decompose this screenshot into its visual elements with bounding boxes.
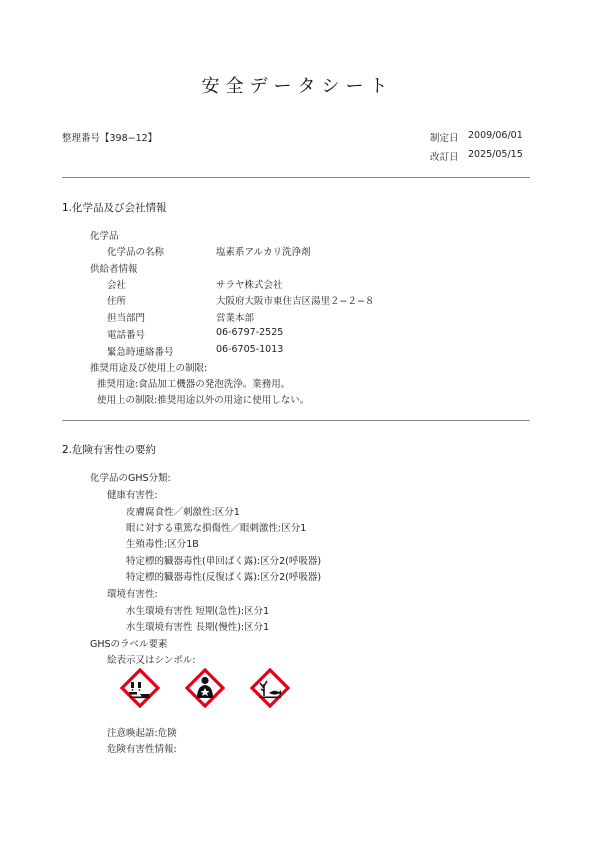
emergency-value: 06-6705-1013 bbox=[216, 344, 284, 355]
divider bbox=[62, 177, 530, 178]
product-name-label: 化学品の名称 bbox=[107, 247, 165, 258]
use-restriction: 使用上の制限:推奨用途以外の用途に使用しない。 bbox=[97, 395, 310, 406]
label-elements-header: GHSのラベル要素 bbox=[90, 639, 168, 650]
created-date: 2009/06/01 bbox=[468, 130, 523, 141]
section2-heading: 2.危険有害性の要約 bbox=[62, 444, 157, 456]
signal-word: 注意喚起語:危険 bbox=[107, 728, 177, 739]
environmental-hazard-item: 水生環境有害性 短期(急性):区分1 bbox=[126, 606, 270, 617]
corrosion-icon bbox=[120, 668, 160, 708]
use-header: 推奨用途及び使用上の制限: bbox=[90, 363, 208, 374]
hazard-info-header: 危険有害性情報: bbox=[107, 744, 177, 755]
created-label: 制定日 bbox=[430, 133, 459, 144]
document-title: 安全データシート bbox=[201, 76, 394, 97]
phone-label: 電話番号 bbox=[107, 330, 146, 341]
health-hazard-header: 健康有害性: bbox=[107, 490, 158, 501]
environmental-hazard-item: 水生環境有害性 長期(慢性):区分1 bbox=[126, 622, 270, 633]
health-hazard-item: 特定標的臓器毒性(単回ばく露):区分2(呼吸器) bbox=[126, 556, 322, 567]
department-value: 営業本部 bbox=[216, 313, 255, 324]
emergency-label: 緊急時連絡番号 bbox=[107, 347, 174, 358]
company-value: サラヤ株式会社 bbox=[216, 280, 283, 291]
supplier-header: 供給者情報 bbox=[90, 264, 138, 275]
health-hazard-item: 特定標的臓器毒性(反復ばく露):区分2(呼吸器) bbox=[126, 572, 322, 583]
ghs-classification-header: 化学品のGHS分類: bbox=[90, 473, 171, 484]
health-hazard-item: 生殖毒性:区分1B bbox=[126, 539, 199, 550]
health-hazard-icon bbox=[185, 668, 225, 708]
section1-heading: 1.化学品及び会社情報 bbox=[62, 202, 167, 214]
phone-value: 06-6797-2525 bbox=[216, 327, 284, 338]
environment-icon bbox=[250, 668, 290, 708]
address-label: 住所 bbox=[107, 296, 127, 307]
department-label: 担当部門 bbox=[107, 313, 146, 324]
health-hazard-item: 皮膚腐食性／刺激性:区分1 bbox=[126, 507, 240, 518]
divider bbox=[62, 420, 530, 421]
revised-date: 2025/05/15 bbox=[468, 149, 523, 160]
revised-label: 改訂日 bbox=[430, 152, 459, 163]
company-label: 会社 bbox=[107, 280, 127, 291]
address-value: 大阪府大阪市東住吉区湯里２−２−８ bbox=[216, 296, 375, 307]
product-header: 化学品 bbox=[90, 231, 119, 242]
environmental-hazard-header: 環境有害性: bbox=[107, 589, 158, 600]
reference-number: 整理番号【398−12】 bbox=[62, 133, 158, 144]
recommended-use: 推奨用途:食品加工機器の発泡洗浄。業務用。 bbox=[97, 379, 291, 390]
product-name-value: 塩素系アルカリ洗浄剤 bbox=[216, 247, 311, 258]
health-hazard-item: 眼に対する重篤な損傷性／眼刺激性:区分1 bbox=[126, 523, 307, 534]
pictogram-header: 絵表示又はシンボル: bbox=[107, 655, 196, 666]
